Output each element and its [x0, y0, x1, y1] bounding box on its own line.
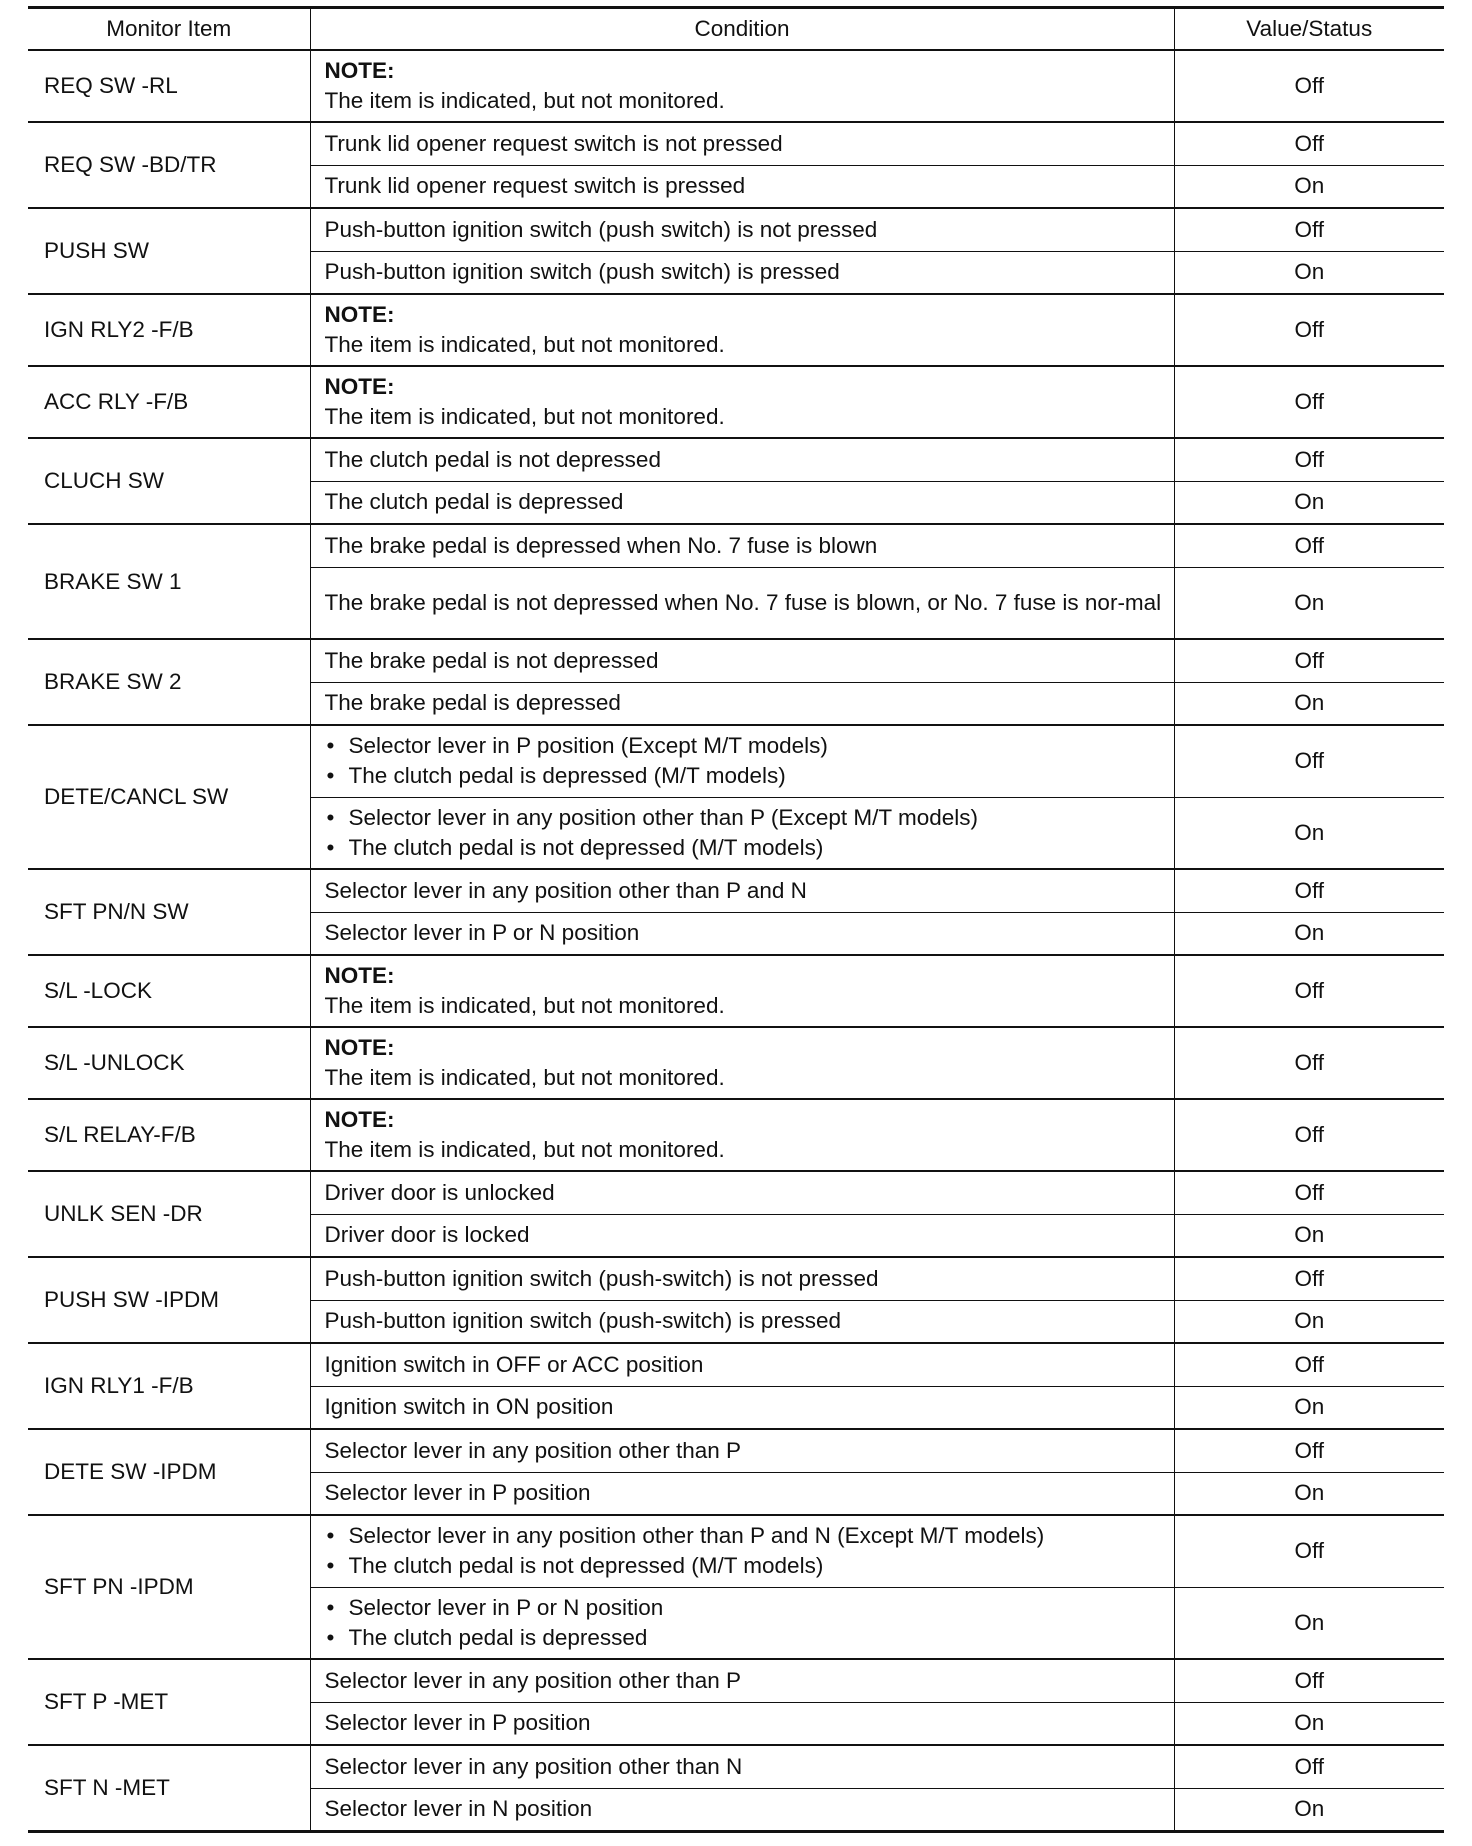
monitor-item-cell: UNLK SEN -DR: [28, 1171, 310, 1257]
value-status-cell: On: [1174, 1386, 1444, 1429]
table-row: [28, 955, 1444, 1027]
monitor-item-cell: PUSH SW: [28, 208, 310, 294]
value-status-cell: On: [1174, 1472, 1444, 1515]
value-status-cell: Off: [1174, 1343, 1444, 1386]
monitor-item-cell: BRAKE SW 1: [28, 524, 310, 639]
condition-bullet: • The clutch pedal is not depressed (M/T models): [325, 833, 1164, 863]
condition-cell: [310, 1099, 1174, 1171]
monitor-item-cell: IGN RLY2 -F/B: [28, 294, 310, 366]
table-row: [28, 1429, 1444, 1472]
table-row: [28, 50, 1444, 122]
condition-cell: Ignition switch in OFF or ACC position: [310, 1343, 1174, 1386]
condition-cell: Push-button ignition switch (push switch) is not pressed: [310, 208, 1174, 251]
condition-cell: Push-button ignition switch (push switch) is pressed: [310, 251, 1174, 294]
monitor-item-document: [28, 6, 1444, 1833]
condition-bullet: • Selector lever in any position other than P (Except M/T models): [325, 803, 1164, 833]
value-status-cell: On: [1174, 1702, 1444, 1745]
value-status-cell: Off: [1174, 725, 1444, 797]
value-status-cell: Off: [1174, 50, 1444, 122]
condition-cell: Trunk lid opener request switch is not pressed: [310, 122, 1174, 165]
value-status-cell: Off: [1174, 1429, 1444, 1472]
value-status-cell: On: [1174, 481, 1444, 524]
value-status-cell: Off: [1174, 1515, 1444, 1587]
note-text: The item is indicated, but not monitored.: [324, 993, 725, 1018]
value-status-cell: Off: [1174, 524, 1444, 567]
monitor-item-cell: S/L RELAY-F/B: [28, 1099, 310, 1171]
condition-bullet: • Selector lever in any position other than P and N (Except M/T models): [325, 1521, 1164, 1551]
condition-cell: Selector lever in N position: [310, 1788, 1174, 1831]
monitor-item-cell: SFT P -MET: [28, 1659, 310, 1745]
condition-cell: The brake pedal is not depressed when No. 7 fuse is blown, or No. 7 fuse is nor-mal: [310, 567, 1174, 639]
condition-cell: [310, 366, 1174, 438]
note-label: NOTE:: [324, 963, 395, 988]
value-status-cell: On: [1174, 682, 1444, 725]
note-text: The item is indicated, but not monitored.: [324, 1065, 725, 1090]
note-label: NOTE:: [324, 1035, 395, 1060]
value-status-cell: On: [1174, 251, 1444, 294]
condition-bullet-list: [325, 1593, 1164, 1653]
monitor-item-cell: DETE SW -IPDM: [28, 1429, 310, 1515]
note-label: NOTE:: [324, 1107, 395, 1132]
table-row: [28, 208, 1444, 251]
condition-cell: [310, 50, 1174, 122]
table-row: [28, 366, 1444, 438]
condition-bullet: • The clutch pedal is depressed (M/T models): [325, 761, 1164, 791]
condition-cell: Selector lever in P position: [310, 1472, 1174, 1515]
condition-cell: Push-button ignition switch (push-switch) is pressed: [310, 1300, 1174, 1343]
value-status-cell: Off: [1174, 639, 1444, 682]
table-row: [28, 1515, 1444, 1587]
condition-cell: [310, 1587, 1174, 1659]
condition-cell: Push-button ignition switch (push-switch) is not pressed: [310, 1257, 1174, 1300]
condition-cell: [310, 1027, 1174, 1099]
condition-cell: Driver door is unlocked: [310, 1171, 1174, 1214]
condition-bullet-list: [325, 731, 1164, 791]
value-status-cell: Off: [1174, 294, 1444, 366]
table-row: [28, 294, 1444, 366]
condition-cell: [310, 1515, 1174, 1587]
table-row: [28, 1027, 1444, 1099]
condition-cell: Selector lever in P position: [310, 1702, 1174, 1745]
monitor-item-cell: SFT PN/N SW: [28, 869, 310, 955]
table-row: [28, 1745, 1444, 1788]
table-row: [28, 869, 1444, 912]
monitor-item-cell: BRAKE SW 2: [28, 639, 310, 725]
header-value-status: Value/Status: [1174, 8, 1444, 51]
condition-cell: Selector lever in P or N position: [310, 912, 1174, 955]
value-status-cell: On: [1174, 567, 1444, 639]
table-row: [28, 438, 1444, 481]
condition-bullet-list: [325, 1521, 1164, 1581]
value-status-cell: On: [1174, 1214, 1444, 1257]
condition-bullet: • The clutch pedal is depressed: [325, 1623, 1164, 1653]
value-status-cell: On: [1174, 1587, 1444, 1659]
monitor-item-cell: REQ SW -BD/TR: [28, 122, 310, 208]
condition-bullet: • Selector lever in P position (Except M/T models): [325, 731, 1164, 761]
value-status-cell: On: [1174, 912, 1444, 955]
table-body: [28, 50, 1444, 1831]
condition-cell: Selector lever in any position other than P: [310, 1659, 1174, 1702]
value-status-cell: Off: [1174, 122, 1444, 165]
value-status-cell: Off: [1174, 955, 1444, 1027]
table-row: [28, 1171, 1444, 1214]
monitor-item-cell: IGN RLY1 -F/B: [28, 1343, 310, 1429]
table-row: [28, 524, 1444, 567]
table-row: [28, 122, 1444, 165]
value-status-cell: Off: [1174, 869, 1444, 912]
table-row: [28, 1099, 1444, 1171]
condition-cell: Ignition switch in ON position: [310, 1386, 1174, 1429]
note-text: The item is indicated, but not monitored.: [324, 332, 725, 357]
note-text: The item is indicated, but not monitored.: [324, 1137, 725, 1162]
monitor-item-cell: ACC RLY -F/B: [28, 366, 310, 438]
value-status-cell: Off: [1174, 1659, 1444, 1702]
value-status-cell: On: [1174, 797, 1444, 869]
condition-bullet-list: [325, 803, 1164, 863]
table-row: [28, 639, 1444, 682]
value-status-cell: Off: [1174, 366, 1444, 438]
condition-cell: The brake pedal is depressed: [310, 682, 1174, 725]
condition-cell: Selector lever in any position other than N: [310, 1745, 1174, 1788]
header-condition: Condition: [310, 8, 1174, 51]
table-row: [28, 1257, 1444, 1300]
value-status-cell: Off: [1174, 438, 1444, 481]
condition-cell: The clutch pedal is depressed: [310, 481, 1174, 524]
monitor-item-cell: CLUCH SW: [28, 438, 310, 524]
table-row: [28, 1659, 1444, 1702]
condition-cell: [310, 797, 1174, 869]
condition-cell: The brake pedal is not depressed: [310, 639, 1174, 682]
monitor-item-table: [28, 6, 1444, 1833]
condition-cell: Selector lever in any position other than P: [310, 1429, 1174, 1472]
header-monitor-item: Monitor Item: [28, 8, 310, 51]
note-text: The item is indicated, but not monitored.: [324, 404, 725, 429]
monitor-item-cell: S/L -UNLOCK: [28, 1027, 310, 1099]
condition-cell: [310, 294, 1174, 366]
note-text: The item is indicated, but not monitored.: [324, 88, 725, 113]
value-status-cell: Off: [1174, 1171, 1444, 1214]
value-status-cell: Off: [1174, 208, 1444, 251]
value-status-cell: Off: [1174, 1099, 1444, 1171]
condition-bullet: • The clutch pedal is not depressed (M/T models): [325, 1551, 1164, 1581]
table-row: [28, 1343, 1444, 1386]
condition-bullet: • Selector lever in P or N position: [325, 1593, 1164, 1623]
value-status-cell: On: [1174, 165, 1444, 208]
condition-cell: Driver door is locked: [310, 1214, 1174, 1257]
note-label: NOTE:: [324, 302, 395, 327]
condition-cell: [310, 955, 1174, 1027]
note-label: NOTE:: [324, 374, 395, 399]
condition-cell: The clutch pedal is not depressed: [310, 438, 1174, 481]
monitor-item-cell: SFT PN -IPDM: [28, 1515, 310, 1659]
monitor-item-cell: PUSH SW -IPDM: [28, 1257, 310, 1343]
monitor-item-cell: REQ SW -RL: [28, 50, 310, 122]
table-header-row: [28, 8, 1444, 51]
monitor-item-cell: DETE/CANCL SW: [28, 725, 310, 869]
value-status-cell: Off: [1174, 1257, 1444, 1300]
condition-cell: Selector lever in any position other than P and N: [310, 869, 1174, 912]
monitor-item-cell: S/L -LOCK: [28, 955, 310, 1027]
condition-cell: Trunk lid opener request switch is pressed: [310, 165, 1174, 208]
value-status-cell: On: [1174, 1300, 1444, 1343]
table-row: [28, 725, 1444, 797]
value-status-cell: Off: [1174, 1745, 1444, 1788]
note-label: NOTE:: [324, 58, 395, 83]
value-status-cell: On: [1174, 1788, 1444, 1831]
condition-cell: The brake pedal is depressed when No. 7 fuse is blown: [310, 524, 1174, 567]
monitor-item-cell: SFT N -MET: [28, 1745, 310, 1831]
value-status-cell: Off: [1174, 1027, 1444, 1099]
condition-cell: [310, 725, 1174, 797]
